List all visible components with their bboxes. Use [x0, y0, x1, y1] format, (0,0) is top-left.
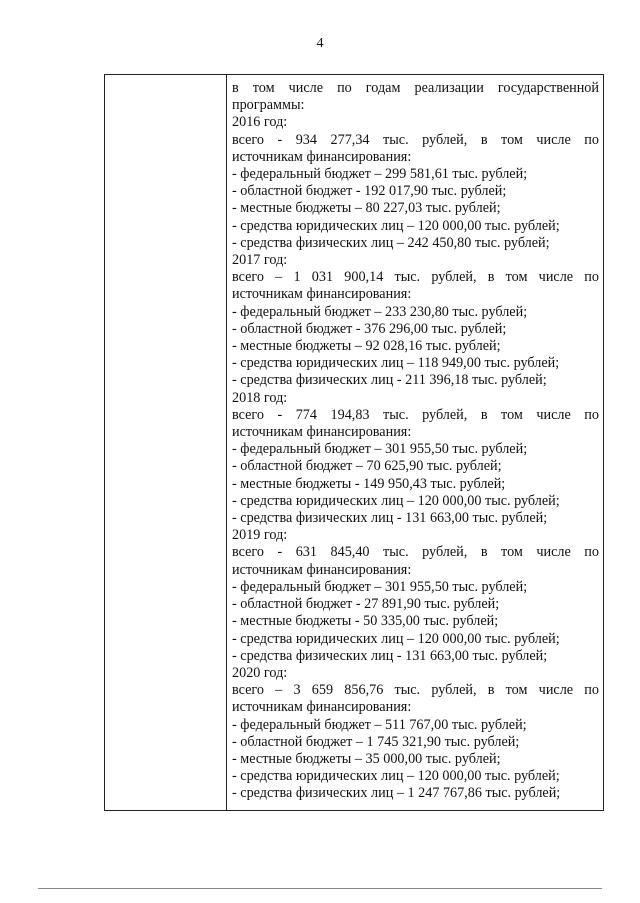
- year-total-cont: источникам финансирования:: [232, 148, 412, 165]
- funding-table: [104, 74, 604, 811]
- table-content-cell: [227, 75, 603, 810]
- intro-line: в том числе по годам реализации государственной: [232, 80, 599, 96]
- funding-item: - областной бюджет - 27 891,90 тыс. рублей;: [232, 596, 500, 613]
- funding-item: - местные бюджеты – 80 227,03 тыс. рублей;: [232, 200, 501, 217]
- funding-item: - областной бюджет - 192 017,90 тыс. рублей;: [232, 183, 507, 200]
- year-heading: 2017 год:: [232, 252, 288, 269]
- year-total-cont: источникам финансирования:: [232, 286, 412, 303]
- year-heading: 2016 год:: [232, 114, 288, 131]
- year-total-cont: источникам финансирования:: [232, 561, 412, 578]
- funding-item: - федеральный бюджет – 299 581,61 тыс. рублей;: [232, 166, 528, 183]
- funding-item: - местные бюджеты – 92 028,16 тыс. рублей;: [232, 338, 501, 355]
- funding-item: - федеральный бюджет – 301 955,50 тыс. рублей;: [232, 578, 528, 595]
- year-heading: 2018 год:: [232, 389, 288, 406]
- funding-item: - средства физических лиц – 242 450,80 тыс. рублей;: [232, 234, 550, 251]
- year-heading: 2020 год:: [232, 664, 288, 681]
- funding-item: - местные бюджеты - 50 335,00 тыс. рублей;: [232, 613, 499, 630]
- funding-item: - средства юридических лиц – 120 000,00 тыс. рублей;: [232, 768, 560, 785]
- funding-item: - средства физических лиц – 1 247 767,86 тыс. рублей;: [232, 785, 561, 802]
- funding-item: - средства юридических лиц – 118 949,00 тыс. рублей;: [232, 355, 560, 372]
- funding-item: - средства физических лиц - 131 663,00 тыс. рублей;: [232, 647, 548, 664]
- year-total-cont: источникам финансирования:: [232, 699, 412, 716]
- funding-item: - средства юридических лиц – 120 000,00 тыс. рублей;: [232, 630, 560, 647]
- year-total: всего - 774 194,83 тыс. рублей, в том числе по: [232, 406, 599, 423]
- page-number: 4: [316, 36, 324, 51]
- funding-item: - местные бюджеты – 35 000,00 тыс. рублей;: [232, 750, 501, 767]
- page-bottom-rule: [38, 888, 602, 889]
- funding-item: - федеральный бюджет – 511 767,00 тыс. рублей;: [232, 716, 527, 733]
- funding-item: - средства физических лиц - 131 663,00 тыс. рублей;: [232, 510, 548, 527]
- year-total: всего - 631 845,40 тыс. рублей, в том числе по: [232, 544, 599, 561]
- funding-item: - областной бюджет – 70 625,90 тыс. рублей;: [232, 458, 502, 475]
- year-total: всего – 3 659 856,76 тыс. рублей, в том числе по: [232, 682, 599, 699]
- funding-item: - средства юридических лиц – 120 000,00 тыс. рублей;: [232, 217, 560, 234]
- year-total: всего - 934 277,34 тыс. рублей, в том числе по: [232, 131, 599, 148]
- table-label-cell: [105, 75, 227, 810]
- year-total-cont: источникам финансирования:: [232, 424, 412, 441]
- funding-item: - федеральный бюджет – 233 230,80 тыс. рублей;: [232, 303, 528, 320]
- funding-item: - областной бюджет – 1 745 321,90 тыс. рублей;: [232, 733, 520, 750]
- funding-item: - местные бюджеты - 149 950,43 тыс. рублей;: [232, 475, 506, 492]
- year-heading: 2019 год:: [232, 527, 288, 544]
- intro-line: программы:: [232, 97, 305, 114]
- funding-item: - областной бюджет - 376 296,00 тыс. рублей;: [232, 320, 507, 337]
- funding-item: - средства физических лиц - 211 396,18 тыс. рублей;: [232, 372, 547, 389]
- year-total: всего – 1 031 900,14 тыс. рублей, в том числе по: [232, 269, 599, 286]
- funding-item: - средства юридических лиц – 120 000,00 тыс. рублей;: [232, 492, 560, 509]
- funding-item: - федеральный бюджет – 301 955,50 тыс. рублей;: [232, 441, 528, 458]
